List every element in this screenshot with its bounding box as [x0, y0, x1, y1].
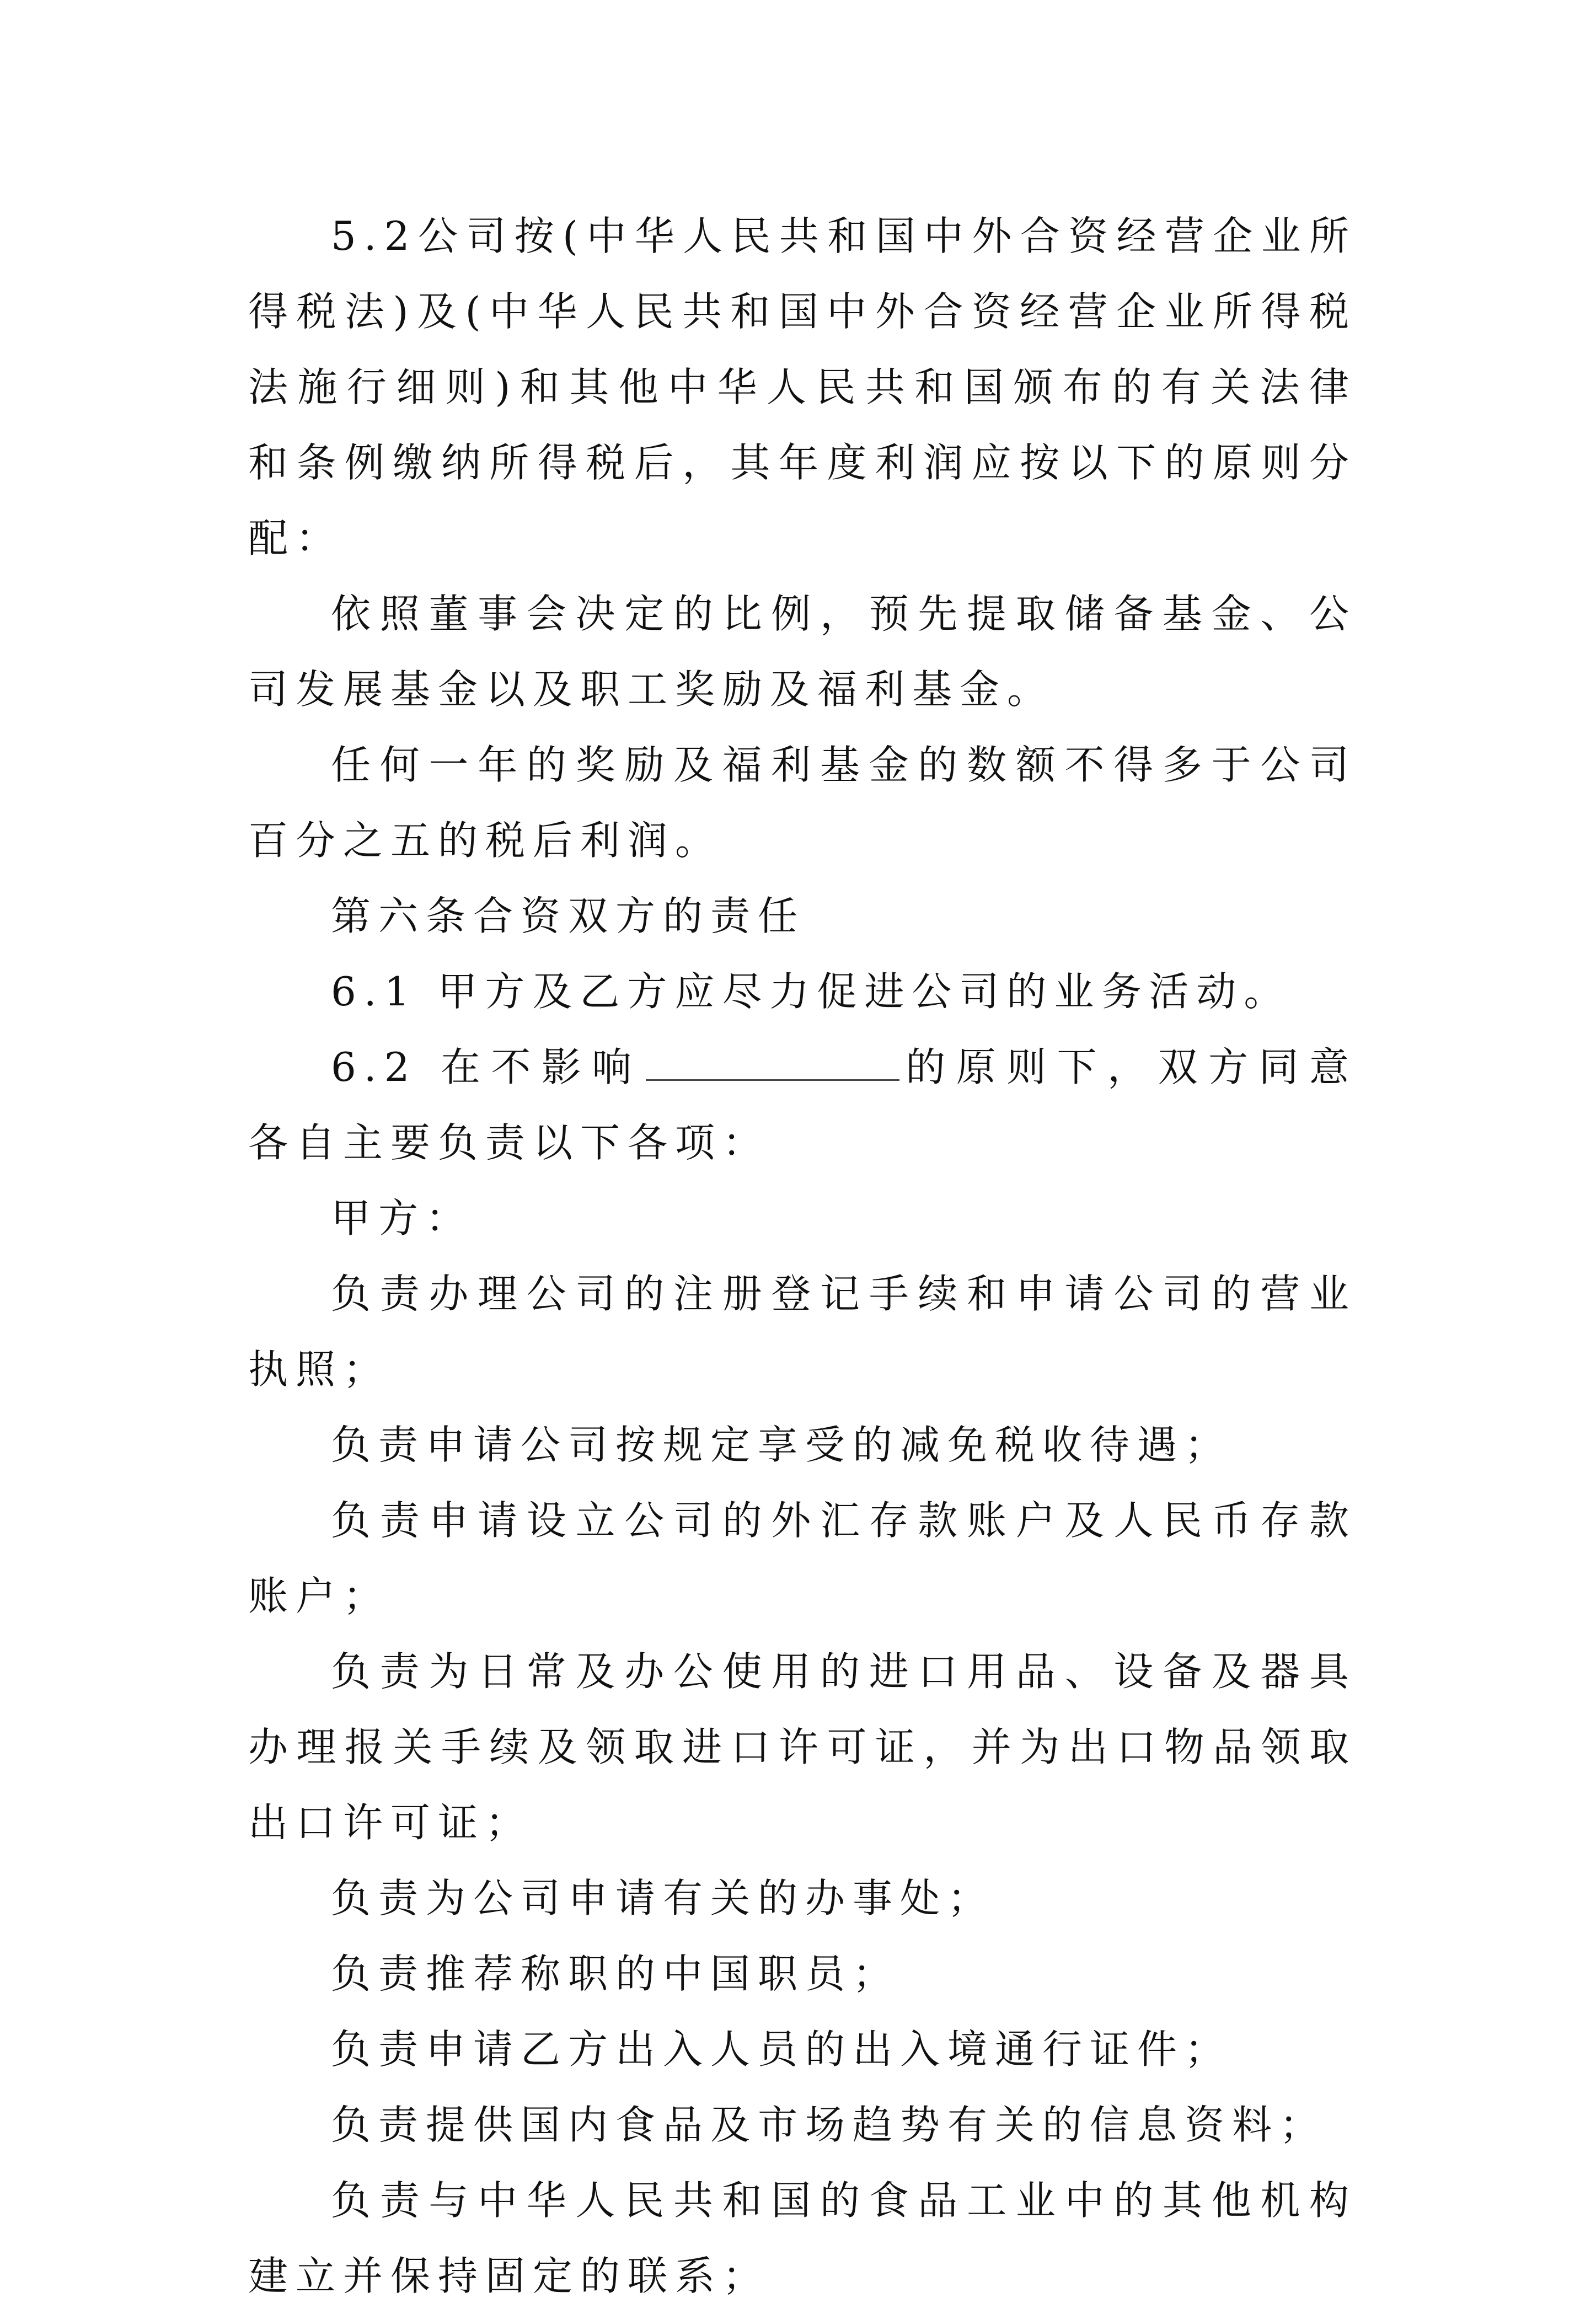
paragraph-6-2: [248, 1030, 1357, 1181]
duty-item: 负责申请公司按规定享受的减免税收待遇；: [331, 1422, 1233, 1468]
paragraph-6-2-before: 6.2 在不影响: [331, 1044, 642, 1090]
document-page: [248, 199, 1357, 2314]
article-6-heading: 第六条合资双方的责任: [331, 893, 806, 939]
duty-item: 负责申请乙方出入人员的出入境通行证件；: [331, 2026, 1233, 2072]
duty-item: 负责为公司申请有关的办事处；: [331, 1875, 995, 1921]
duty-item: 负责为日常及办公使用的进口用品、设备及器具办理报关手续及领取进口许可证，并为出口物品领取出口许可证；: [248, 1648, 1357, 1846]
duty-item: 负责提供国内食品及市场趋势有关的信息资料；: [331, 2102, 1327, 2148]
duty-item: 负责推荐称职的中国职员；: [331, 1951, 901, 1997]
duty-item: 负责申请设立公司的外汇存款账户及人民币存款账户；: [248, 1497, 1357, 1619]
paragraph-6-1: 6.1 甲方及乙方应尽力促进公司的业务活动。: [331, 968, 1292, 1015]
duty-item: 负责办理公司的注册登记手续和申请公司的营业执照；: [248, 1271, 1357, 1392]
duty-item: 负责与中华人民共和国的食品工业中的其他机构建立并保持固定的联系；: [248, 2177, 1357, 2299]
fill-in-blank: [646, 1046, 899, 1081]
paragraph-bonus-limit: 任何一年的奖励及福利基金的数额不得多于公司百分之五的税后利润。: [248, 742, 1357, 864]
paragraph-5-2: 5.2公司按(中华人民共和国中外合资经营企业所得税法)及(中华人民共和国中外合资经营企业所得税法施行细则)和其他中华人民共和国颁布的有关法律和条例缴纳所得税后，其年度利润应按以下的原则分配：: [248, 213, 1357, 561]
paragraph-6-2-after: 的原则下，双方同意各自主要负责以下各项：: [248, 1044, 1357, 1166]
paragraph-reserve-fund: 依照董事会决定的比例，预先提取储备基金、公司发展基金以及职工奖励及福利基金。: [248, 591, 1357, 713]
party-a-label: 甲方：: [331, 1195, 474, 1241]
